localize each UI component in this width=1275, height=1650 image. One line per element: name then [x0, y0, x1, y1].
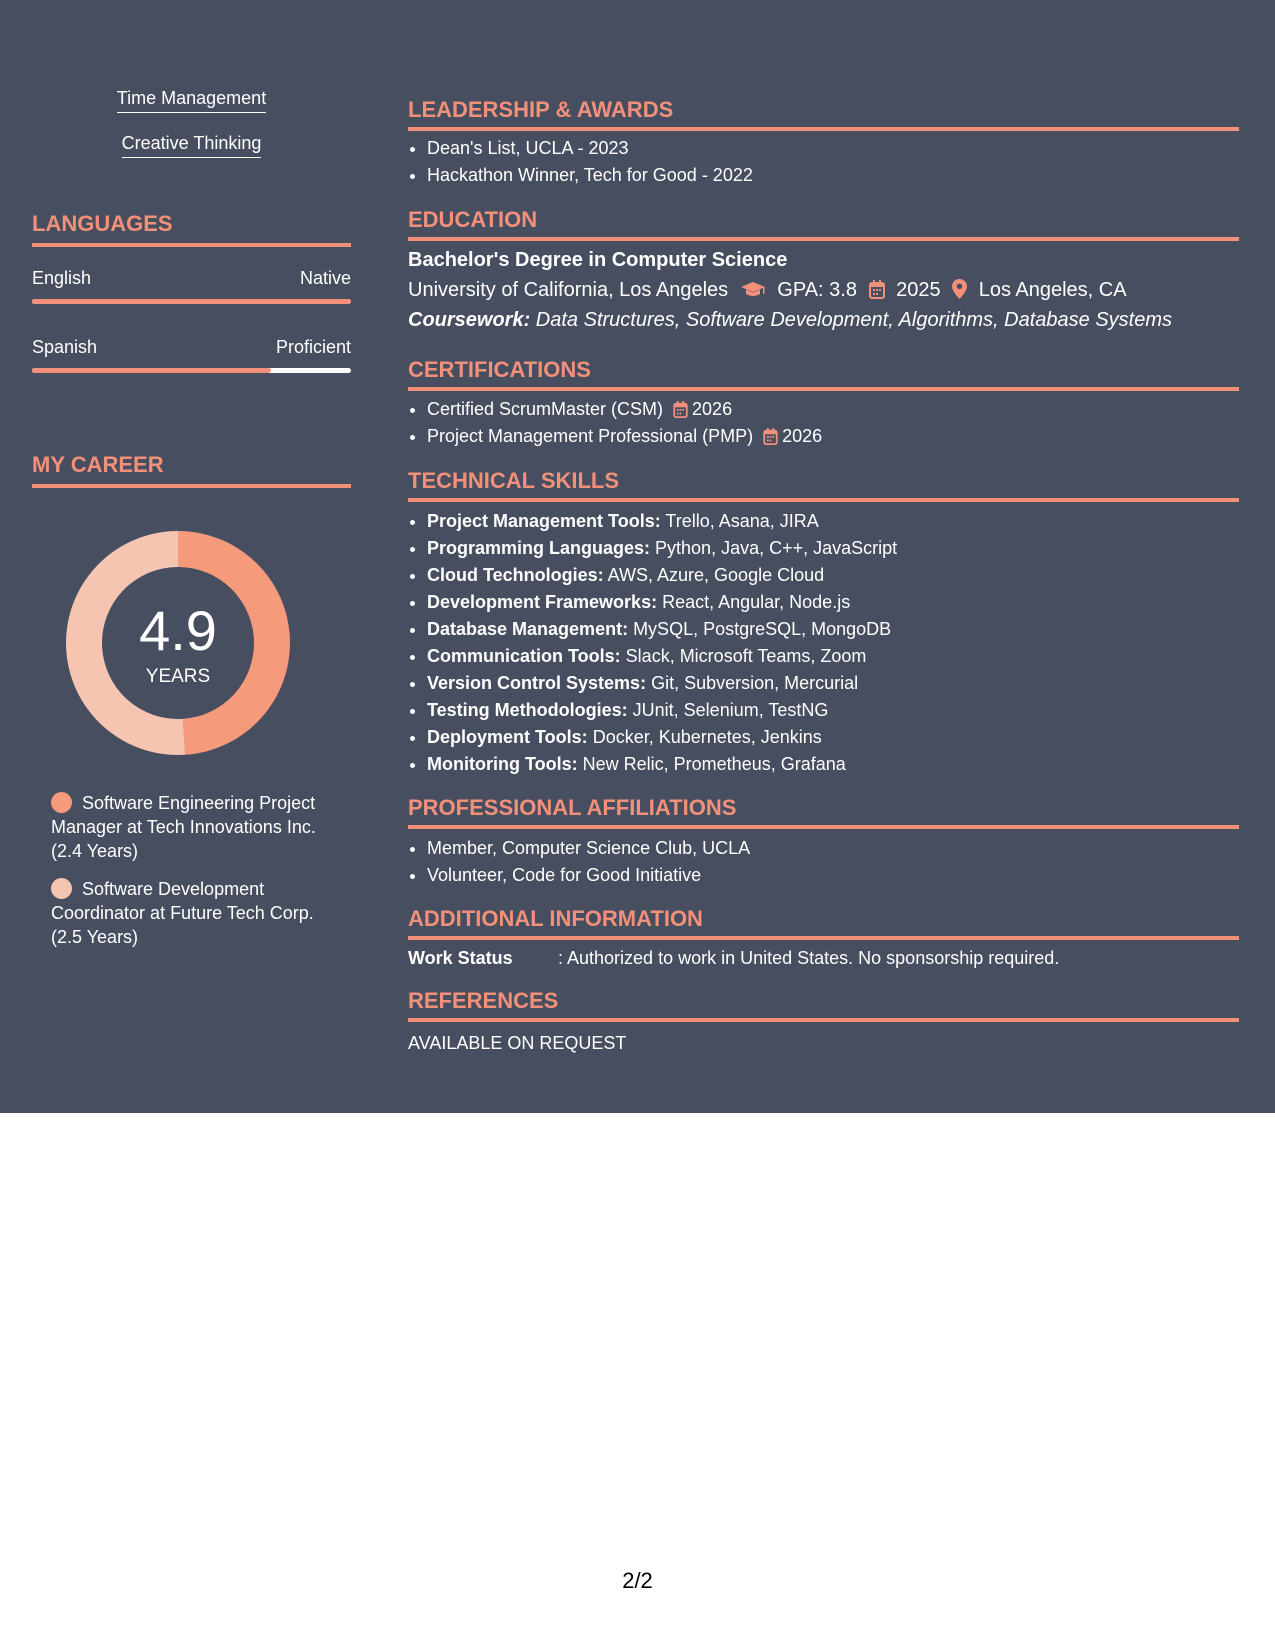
language-level: Proficient	[275, 337, 351, 357]
language-bar-fill	[32, 368, 271, 373]
list-item: • Project Management Professional (PMP) 2026	[427, 423, 822, 450]
technical-skills-list	[408, 508, 897, 778]
graduation-year: 2025	[896, 279, 941, 301]
coursework-label: Coursework:	[408, 309, 531, 331]
legend-dot	[51, 878, 72, 899]
soft-skill: Time Management	[32, 88, 351, 113]
language-bar-fill	[32, 299, 351, 304]
calendar-icon	[869, 280, 885, 305]
certifications-list	[408, 396, 822, 450]
list-item: • Hackathon Winner, Tech for Good - 2022	[427, 162, 753, 189]
career-item: Software Development Coordinator at Future Tech Corp. (2.5 Years)	[51, 879, 314, 947]
list-item: • Communication Tools: Slack, Microsoft Teams, Zoom	[427, 643, 897, 670]
school-location: Los Angeles, CA	[978, 279, 1127, 301]
list-item: • Member, Computer Science Club, UCLA	[427, 835, 750, 862]
list-item: • Project Management Tools: Trello, Asana, JIRA	[427, 508, 897, 535]
language-bar	[32, 368, 351, 373]
technical-skills-heading: TECHNICAL SKILLS	[408, 468, 1239, 502]
cert-date: 2026	[673, 399, 732, 419]
list-item: • Database Management: MySQL, PostgreSQL, MongoDB	[427, 616, 897, 643]
school-name: University of California, Los Angeles	[408, 279, 729, 301]
list-item: • Dean's List, UCLA - 2023	[427, 135, 753, 162]
graduation-cap-icon	[740, 281, 766, 305]
leadership-list	[408, 135, 753, 189]
language-name: English	[32, 268, 92, 288]
language-level: Native	[299, 268, 351, 288]
cert-date: 2026	[763, 426, 822, 446]
list-item: • Version Control Systems: Git, Subversion, Mercurial	[427, 670, 897, 697]
work-status-value: : Authorized to work in United States. No sponsorship required.	[558, 948, 1060, 968]
list-item: • Programming Languages: Python, Java, C++, JavaScript	[427, 535, 897, 562]
list-item: • Cloud Technologies: AWS, Azure, Google Cloud	[427, 562, 897, 589]
work-status-label: Work Status	[408, 948, 513, 968]
affiliations-list	[408, 835, 750, 889]
list-item: • Testing Methodologies: JUnit, Selenium, TestNG	[427, 697, 897, 724]
languages-heading: LANGUAGES	[32, 211, 351, 247]
list-item: • Volunteer, Code for Good Initiative	[427, 862, 750, 889]
references-text: AVAILABLE ON REQUEST	[408, 1033, 627, 1053]
education-details	[408, 279, 1127, 305]
certifications-heading: CERTIFICATIONS	[408, 357, 1239, 391]
legend-dot	[51, 792, 72, 813]
additional-info-heading: ADDITIONAL INFORMATION	[408, 906, 1239, 940]
leadership-heading: LEADERSHIP & AWARDS	[408, 97, 1239, 131]
page-number: 2/2	[622, 1568, 653, 1593]
list-item: • Deployment Tools: Docker, Kubernetes, Jenkins	[427, 724, 897, 751]
work-status	[408, 948, 1059, 969]
degree-title: Bachelor's Degree in Computer Science	[408, 249, 788, 271]
career-donut-chart	[66, 531, 290, 755]
location-pin-icon	[952, 279, 967, 305]
career-item: Software Engineering Project Manager at Tech Innovations Inc. (2.4 Years)	[51, 793, 316, 861]
coursework-list: Data Structures, Software Development, Algorithms, Database Systems	[530, 309, 1172, 331]
gpa: GPA: 3.8	[777, 279, 857, 301]
calendar-icon	[673, 401, 688, 418]
career-total: 4.9	[139, 599, 217, 662]
list-item: • Monitoring Tools: New Relic, Prometheus, Grafana	[427, 751, 897, 778]
affiliations-heading: PROFESSIONAL AFFILIATIONS	[408, 795, 1239, 829]
career-heading: MY CAREER	[32, 452, 351, 488]
calendar-icon	[763, 428, 778, 445]
language-name: Spanish	[32, 337, 98, 357]
references-heading: REFERENCES	[408, 988, 1239, 1022]
education-heading: EDUCATION	[408, 207, 1239, 241]
list-item: • Development Frameworks: React, Angular, Node.js	[427, 589, 897, 616]
coursework	[408, 309, 1172, 332]
language-bar	[32, 299, 351, 304]
career-unit: YEARS	[145, 666, 211, 687]
soft-skill: Creative Thinking	[32, 133, 351, 158]
list-item: • Certified ScrumMaster (CSM) 2026	[427, 396, 822, 423]
